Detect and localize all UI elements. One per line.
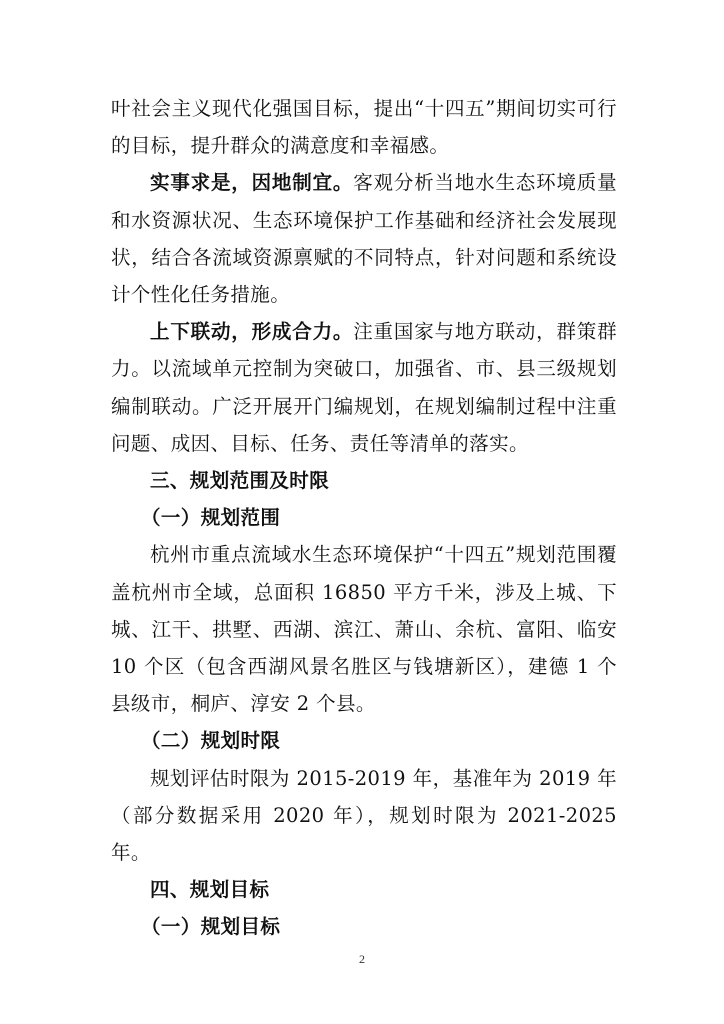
section-heading-goals: 四、规划目标 [150, 878, 270, 902]
subsection-heading-period: （二）规划时限 [141, 729, 281, 753]
principle-body-linkage: 注重国家与地方联动，群策群力。以流域单元控制为突破口，加强省、市、县三级规划编制联动。广泛开展开门编规划，在规划编制过程中注重问题、成因、目标、任务、责任等清单的落实。 [111, 320, 617, 455]
principle-body-pragmatic: 客观分析当地水生态环境质量和水资源状况、生态环境保护工作基础和经济社会发展现状，结合各流域资源禀赋的不同特点，针对问题和系统设计个性化任务措施。 [111, 171, 617, 307]
page-content [111, 90, 617, 946]
principle-lead-linkage: 上下联动，形成合力。 [150, 320, 354, 344]
page-number: 2 [359, 952, 365, 966]
paragraph-principle-linkage [111, 313, 617, 462]
paragraph-principle-pragmatic [111, 164, 617, 313]
principle-lead-pragmatic: 实事求是，因地制宜。 [150, 171, 354, 195]
section-heading-scope-period: 三、规划范围及时限 [150, 469, 330, 493]
subsection-heading-scope: （一）规划范围 [141, 506, 281, 530]
subsection-heading-goals: （一）规划目标 [141, 915, 281, 939]
paragraph-scope: 杭州市重点流域水生态环境保护“十四五”规划范围覆盖杭州市全域，总面积 16850 平方千米，涉及上城、下城、江干、拱墅、西湖、滨江、萧山、余杭、富阳、临安 10 个区（包含西湖风景名胜区与钱塘新区），建德 1 个县级市，桐庐、淳安 2 个县。 [111, 543, 617, 716]
paragraph-period: 规划评估时限为 2015-2019 年，基准年为 2019 年（部分数据采用 2020 年），规划时限为 2021-2025 年。 [111, 766, 617, 865]
paragraph-continuation: 叶社会主义现代化强国目标，提出“十四五”期间切实可行的目标，提升群众的满意度和幸福感。 [111, 97, 617, 158]
